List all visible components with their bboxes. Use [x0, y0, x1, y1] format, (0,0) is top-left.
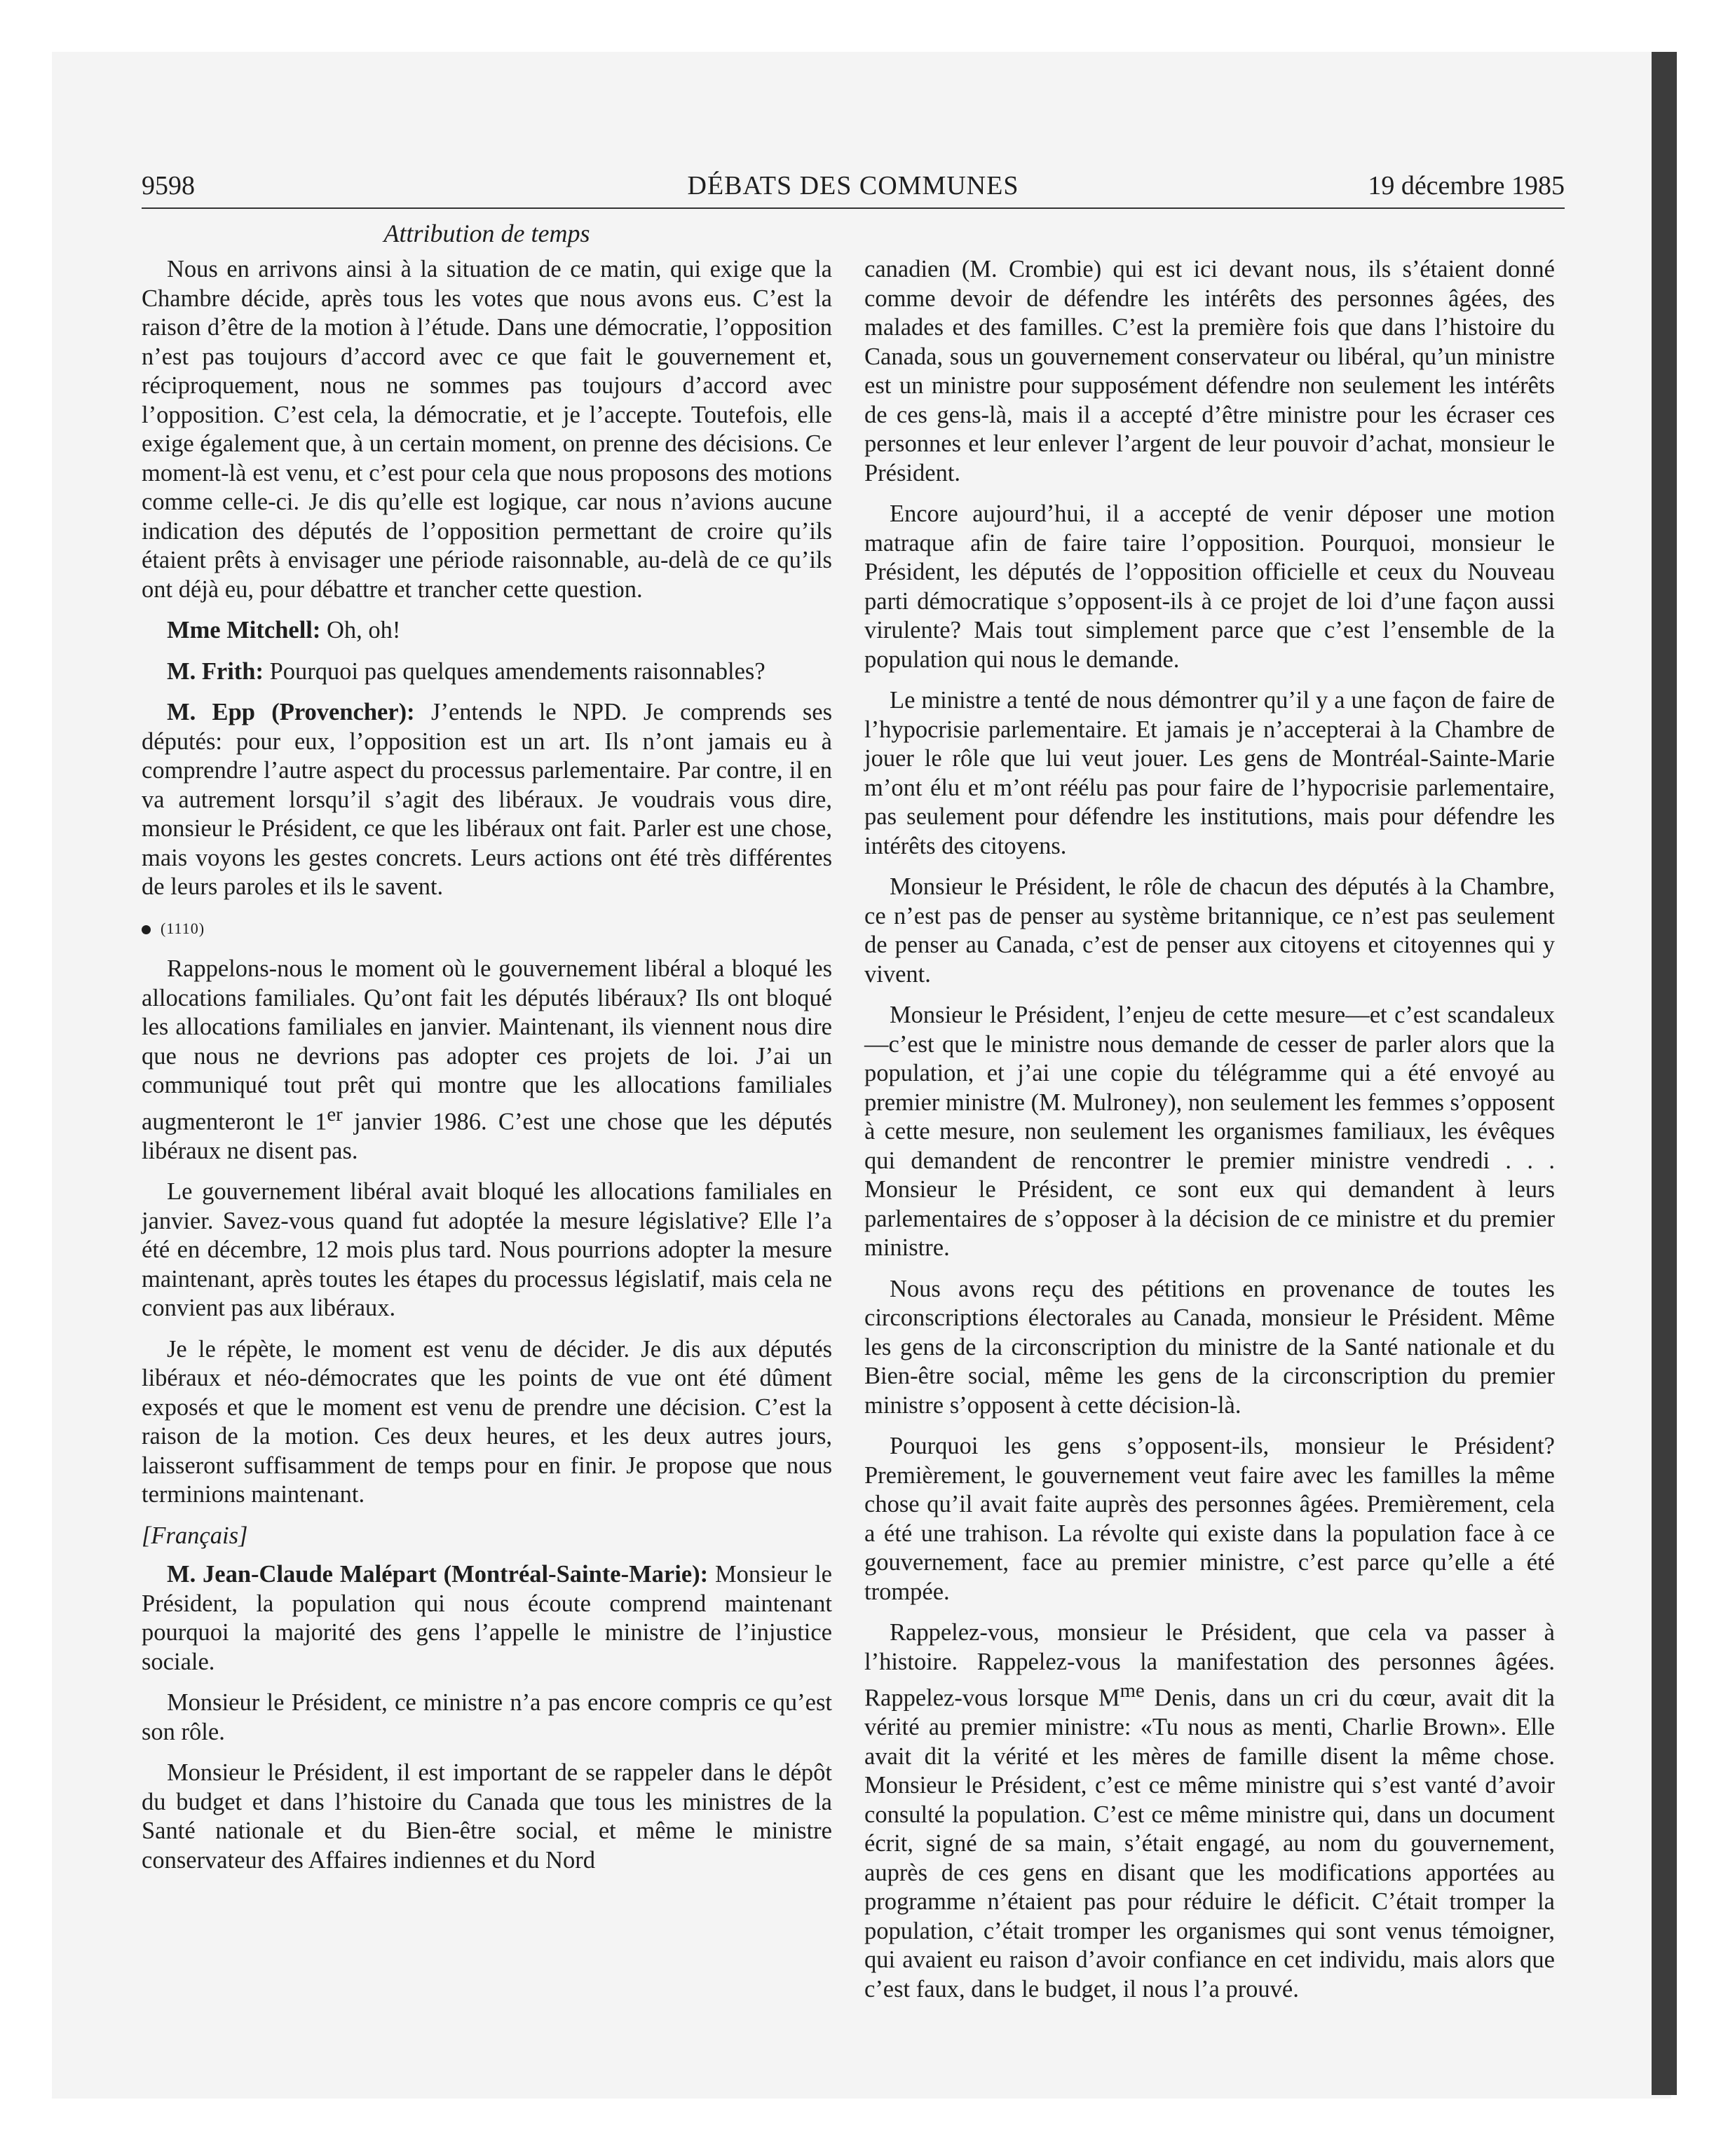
speech-text: Pourquoi pas quelques amendements raisonnables?	[269, 657, 766, 685]
page-header	[142, 168, 1565, 209]
paragraph: Pourquoi les gens s’opposent-ils, monsieur le Président? Premièrement, le gouvernement veut faire avec les familles la même chose qu’il avait faite auprès des personnes âgées. Premièrement, cela a été une trahison. La révolte qui existe dans la population face à ce gouvernement, face au premier ministre, c’est parce qu’elle a été trompée.	[864, 1433, 1555, 1605]
publication-date: 19 décembre 1985	[1368, 171, 1565, 200]
speech	[142, 698, 832, 902]
paragraph: Je le répète, le moment est venu de décider. Je dis aux députés libéraux et néo-démocrates que les points de vue ont été dûment exposés et que le moment est venu de prendre une décision. C’est la raison de la motion. Ces deux heures, et les deux autres jours, laisseront suffisamment de temps pour en finir. Je propose que nous terminions maintenant.	[142, 1335, 832, 1508]
speech	[142, 657, 832, 687]
time-marker-text: (1110)	[161, 919, 205, 937]
paragraph: Monsieur le Président, il est important de se rappeler dans le dépôt du budget et dans l’histoire du Canada que tous les ministres de la Santé nationale et du Bien-être social, et même le ministre conservateur des Affaires indiennes et du Nord	[142, 1759, 832, 1874]
speaker-name: Mme Mitchell:	[167, 617, 321, 643]
speaker-name: M. Frith:	[167, 657, 264, 685]
page-number: 9598	[142, 171, 195, 200]
paragraph: Le ministre a tenté de nous démontrer qu’il y a une façon de faire de l’hypocrisie parlementaire. Et jamais je n’accepterai à la Chambre de jouer le rôle que lui veut jouer. Les gens de Montréal-Sainte-Marie m’ont élu et m’ont réélu pas pour faire de l’hypocrisie parlementaire, pas seulement pour défendre les institutions, mais pour défendre les intérêts des citoyens.	[864, 687, 1555, 859]
section-subheading: Attribution de temps	[383, 219, 590, 247]
right-column	[864, 255, 1555, 2016]
paragraph: Le gouvernement libéral avait bloqué les allocations familiales en janvier. Savez-vous quand fut adoptée la mesure législative? Elle l’a été en décembre, 12 mois plus tard. Nous pourrions adopter la mesure maintenant, après toutes les étapes du processus législatif, mais cela ne convient pas aux libéraux.	[142, 1178, 832, 1321]
speaker-name: M. Epp (Provencher):	[167, 699, 415, 725]
superscript: er	[327, 1103, 343, 1126]
left-column	[142, 255, 832, 1887]
speech	[142, 1560, 832, 1677]
paragraph: Monsieur le Président, le rôle de chacun des députés à la Chambre, ce n’est pas de penser au système britannique, ce n’est pas seulement de penser au Canada, c’est de penser aux citoyens et citoyennes qui y vivent.	[864, 873, 1555, 988]
paragraph: Encore aujourd’hui, il a accepté de venir déposer une motion matraque afin de faire taire l’opposition. Pourquoi, monsieur le Président, les députés de l’opposition officielle et ceux du Nouveau parti démocratique s’opposent-ils à ce projet de loi d’une façon aussi virulente? Mais tout simplement parce que c’est l’ensemble de la population qui nous le demande.	[864, 500, 1555, 673]
paragraph: Nous en arrivons ainsi à la situation de ce matin, qui exige que la Chambre décide, après tous les votes que nous avons eus. C’est la raison d’être de la motion à l’étude. Dans une démocratie, l’opposition n’est pas toujours d’accord avec ce que fait le gouvernement et, réciproquement, nous ne sommes pas toujours d’accord avec l’opposition. C’est cela, la démocratie, et je l’accepte. Toutefois, elle exige également que, à un certain moment, on prenne des décisions. Ce moment-là est venu, et c’est pour cela que nous proposons des motions comme celle-ci. Je dis qu’elle est logique, car nous n’avions aucune indication des députés de l’opposition permettant de croire qu’ils étaient prêts à envisager une période raisonnable, au-delà de ce qu’ils ont déjà eu, pour débattre et trancher cette question.	[142, 256, 832, 603]
time-marker	[142, 914, 832, 943]
speech-text: Monsieur le Président, la population qui nous écoute comprend maintenant pourquoi la majorité des gens l’appelle le ministre de l’injustice sociale.	[142, 1561, 832, 1675]
paragraph: canadien (M. Crombie) qui est ici devant nous, ils s’étaient donné comme devoir de défendre les intérêts des personnes âgées, des malades et des familles. C’est la première fois que dans l’histoire du Canada, sous un gouvernement conservateur ou libéral, qu’un ministre est un ministre pour supposément défendre non seulement les intérêts de ces gens-là, mais il a accepté d’être ministre pour les écraser ces personnes et leur enlever l’argent de leur pouvoir d’achat, monsieur le Président.	[864, 256, 1555, 486]
publication-title: DÉBATS DES COMMUNES	[687, 171, 1019, 200]
speaker-name: M. Jean-Claude Malépart (Montréal-Sainte-Marie):	[167, 1561, 709, 1588]
speech-text: J’entends le NPD. Je comprends ses députés: pour eux, l’opposition est un art. Ils n’ont jamais eu à comprendre l’autre aspect du processus parlementaire. Par contre, il en va autrement lorsqu’il s’agit des libéraux. Je voudrais vous dire, monsieur le Président, ce que les libéraux ont fait. Parler est une chose, mais voyons les gestes concrets. Leurs actions ont été très différentes de leurs paroles et ils le savent.	[142, 699, 833, 900]
paragraph: Monsieur le Président, ce ministre n’a pas encore compris ce qu’est son rôle.	[142, 1689, 832, 1745]
paragraph: Rappelez-vous, monsieur le Président, que cela va passer à l’histoire. Rappelez-vous la manifestation des personnes âgées. Rappelez-vous lorsque $M^{me}$ Denis, dans un cri du cœur, avait dit la vérité au premier ministre: «Tu nous as menti, Charlie Brown». Elle avait dit la vérité et les mères de famille disent la même chose. Monsieur le Président, c’est ce même ministre qui s’est vanté d’avoir consulté la population. C’est ce même ministre qui, dans un document écrit, signé de sa main, s’était engagé, au nom du gouvernement, auprès de ces gens en disant que les modifications apportées au programme n’étaient pas pour réduire le déficit. C’était tromper la population, c’était tromper les organismes qui sont venus témoigner, qui avaient eu raison d’avoir confiance en cet individu, mais alors que c’est faux, dans le budget, il nous l’a prouvé.	[864, 1619, 1555, 2003]
speech-text: Oh, oh!	[326, 617, 401, 643]
paragraph: Nous avons reçu des pétitions en provenance de toutes les circonscriptions électorales au Canada, monsieur le Président. Même les gens de la circonscription du ministre de la Santé nationale et du Bien-être social, même les gens de la circonscription du premier ministre s’opposent à cette décision-là.	[864, 1275, 1555, 1419]
speech	[142, 616, 832, 646]
language-tag: [Français]	[142, 1522, 248, 1549]
paragraph: Monsieur le Président, l’enjeu de cette mesure—et c’est scandaleux—c’est que le ministre nous demande de cesser de parler alors que la population, et j’ai une copie du télégramme qui a été envoyé au premier ministre (M. Mulroney), non seulement les femmes s’opposent à cette mesure, non seulement les organismes familiaux, les évêques qui demandent de rencontrer le premier ministre vendredi . . . Monsieur le Président, ce sont eux qui demandent à leurs parlementaires de s’opposer à la décision de ce ministre et du premier ministre.	[864, 1002, 1555, 1261]
paragraph: Rappelons-nous le moment où le gouvernement libéral a bloqué les allocations familiales. Qu’ont fait les députés libéraux? Ils ont bloqué les allocations familiales en janvier. Maintenant, ils viennent nous dire que nous ne devrions pas adopter ces projets de loi. J’ai un communiqué tout prêt qui montre que les allocations familiales augmenteront le 1er janvier 1986. C’est une chose que les députés libéraux ne disent pas.	[142, 955, 832, 1164]
superscript: me	[1120, 1679, 1145, 1702]
scan-edge-shadow	[1652, 52, 1677, 2095]
bullet-icon	[142, 925, 151, 934]
